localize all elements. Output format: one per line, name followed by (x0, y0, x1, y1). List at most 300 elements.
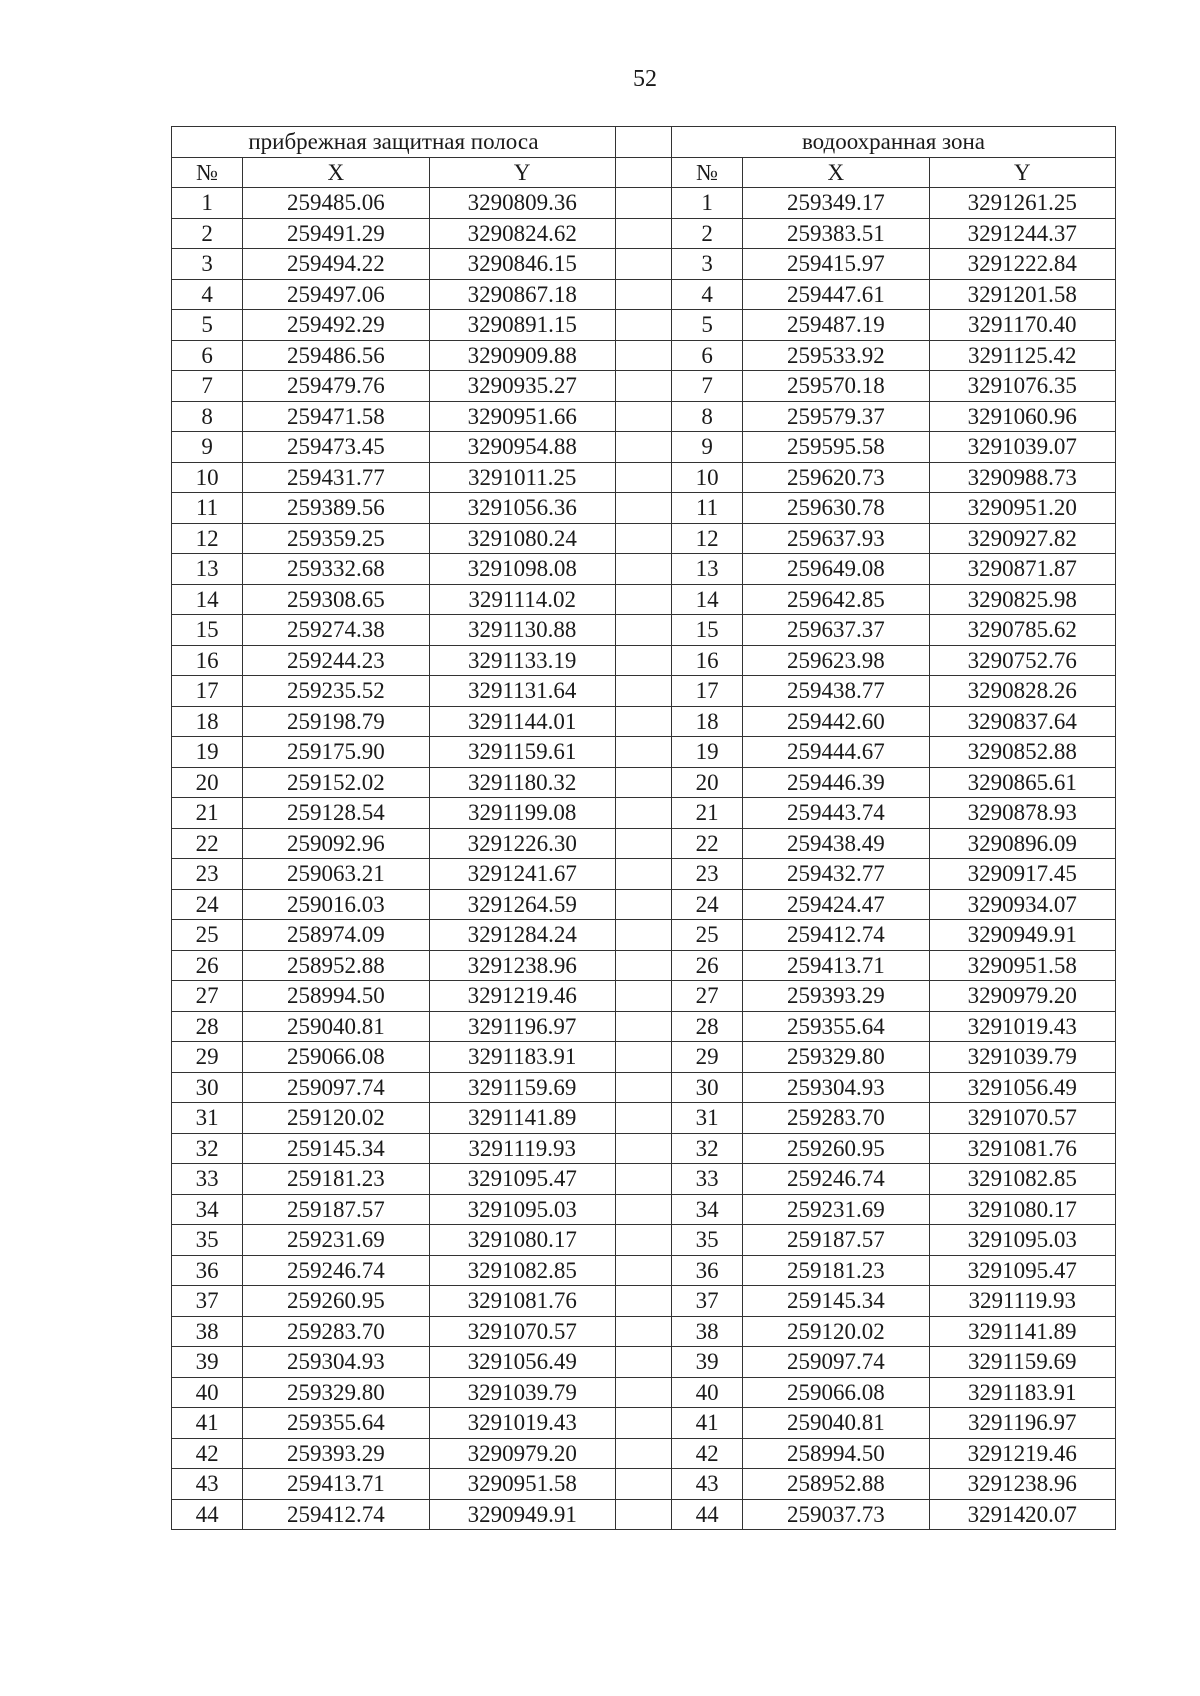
left-y-value: 3291241.67 (429, 859, 615, 890)
right-y-value: 3291183.91 (929, 1377, 1115, 1408)
left-y-value: 3291196.97 (429, 1011, 615, 1042)
group-gap (615, 584, 671, 615)
table-row (172, 1133, 1116, 1164)
left-x-value: 259497.06 (243, 279, 429, 310)
left-x-value: 259393.29 (243, 1438, 429, 1469)
left-point-number: 26 (172, 950, 243, 981)
left-y-value: 3291159.61 (429, 737, 615, 768)
right-y-value: 3291125.42 (929, 340, 1115, 371)
right-y-value: 3291070.57 (929, 1103, 1115, 1134)
right-point-number: 2 (672, 218, 743, 249)
right-y-value: 3291095.47 (929, 1255, 1115, 1286)
group-gap (615, 706, 671, 737)
right-x-value: 259393.29 (743, 981, 929, 1012)
left-point-number: 44 (172, 1499, 243, 1530)
right-point-number: 8 (672, 401, 743, 432)
table-row (172, 1408, 1116, 1439)
left-y-value: 3291081.76 (429, 1286, 615, 1317)
left-y-value: 3291264.59 (429, 889, 615, 920)
left-point-number: 33 (172, 1164, 243, 1195)
right-point-number: 36 (672, 1255, 743, 1286)
right-y-value: 3291019.43 (929, 1011, 1115, 1042)
right-y-value: 3291119.93 (929, 1286, 1115, 1317)
group-gap (615, 523, 671, 554)
right-point-number: 16 (672, 645, 743, 676)
left-point-number: 11 (172, 493, 243, 524)
left-point-number: 31 (172, 1103, 243, 1134)
group-gap (615, 218, 671, 249)
left-point-number: 20 (172, 767, 243, 798)
left-x-value: 259231.69 (243, 1225, 429, 1256)
right-point-number: 33 (672, 1164, 743, 1195)
left-point-number: 16 (172, 645, 243, 676)
left-point-number: 43 (172, 1469, 243, 1500)
left-x-value: 259494.22 (243, 249, 429, 280)
group-gap (615, 1408, 671, 1439)
left-x-value: 259471.58 (243, 401, 429, 432)
left-y-value: 3291011.25 (429, 462, 615, 493)
left-header-x: X (243, 157, 429, 188)
right-y-value: 3291170.40 (929, 310, 1115, 341)
right-x-value: 259120.02 (743, 1316, 929, 1347)
right-y-value: 3290837.64 (929, 706, 1115, 737)
left-x-value: 259491.29 (243, 218, 429, 249)
right-x-value: 259630.78 (743, 493, 929, 524)
group-gap (615, 767, 671, 798)
left-point-number: 19 (172, 737, 243, 768)
group-gap (615, 340, 671, 371)
table-row (172, 1499, 1116, 1530)
right-y-value: 3290951.58 (929, 950, 1115, 981)
table-row (172, 950, 1116, 981)
table-row (172, 188, 1116, 219)
right-x-value: 259637.37 (743, 615, 929, 646)
right-x-value: 259595.58 (743, 432, 929, 463)
left-x-value: 259120.02 (243, 1103, 429, 1134)
left-x-value: 259332.68 (243, 554, 429, 585)
table-row (172, 645, 1116, 676)
group-gap (615, 493, 671, 524)
table-row (172, 859, 1116, 890)
right-point-number: 18 (672, 706, 743, 737)
group-gap (615, 1072, 671, 1103)
group-gap (615, 1103, 671, 1134)
left-y-value: 3290979.20 (429, 1438, 615, 1469)
group-gap (615, 1469, 671, 1500)
right-point-number: 11 (672, 493, 743, 524)
right-x-value: 259443.74 (743, 798, 929, 829)
right-point-number: 4 (672, 279, 743, 310)
right-x-value: 259623.98 (743, 645, 929, 676)
right-point-number: 27 (672, 981, 743, 1012)
right-y-value: 3291238.96 (929, 1469, 1115, 1500)
right-x-value: 259283.70 (743, 1103, 929, 1134)
left-point-number: 24 (172, 889, 243, 920)
table-row (172, 767, 1116, 798)
left-x-value: 258952.88 (243, 950, 429, 981)
right-x-value: 259040.81 (743, 1408, 929, 1439)
left-x-value: 259413.71 (243, 1469, 429, 1500)
right-y-value: 3290785.62 (929, 615, 1115, 646)
table-row (172, 615, 1116, 646)
right-x-value: 259432.77 (743, 859, 929, 890)
right-x-value: 259446.39 (743, 767, 929, 798)
right-y-value: 3291076.35 (929, 371, 1115, 402)
left-header-number: № (172, 157, 243, 188)
right-x-value: 259637.93 (743, 523, 929, 554)
group-gap (615, 1377, 671, 1408)
right-x-value: 259349.17 (743, 188, 929, 219)
table-row (172, 981, 1116, 1012)
right-y-value: 3290828.26 (929, 676, 1115, 707)
right-y-value: 3290917.45 (929, 859, 1115, 890)
group-gap (615, 1438, 671, 1469)
right-y-value: 3291082.85 (929, 1164, 1115, 1195)
table-row (172, 1194, 1116, 1225)
left-y-value: 3291130.88 (429, 615, 615, 646)
right-point-number: 23 (672, 859, 743, 890)
right-point-number: 30 (672, 1072, 743, 1103)
left-x-value: 259492.29 (243, 310, 429, 341)
group-gap (615, 981, 671, 1012)
right-point-number: 17 (672, 676, 743, 707)
left-x-value: 259092.96 (243, 828, 429, 859)
left-point-number: 28 (172, 1011, 243, 1042)
table-row (172, 310, 1116, 341)
left-y-value: 3291183.91 (429, 1042, 615, 1073)
right-point-number: 31 (672, 1103, 743, 1134)
left-x-value: 258974.09 (243, 920, 429, 951)
table-row (172, 249, 1116, 280)
right-point-number: 9 (672, 432, 743, 463)
left-point-number: 15 (172, 615, 243, 646)
left-x-value: 259128.54 (243, 798, 429, 829)
table-row (172, 706, 1116, 737)
right-y-value: 3291039.07 (929, 432, 1115, 463)
right-point-number: 21 (672, 798, 743, 829)
left-y-value: 3291082.85 (429, 1255, 615, 1286)
right-point-number: 6 (672, 340, 743, 371)
group-gap (615, 401, 671, 432)
left-x-value: 259479.76 (243, 371, 429, 402)
right-point-number: 26 (672, 950, 743, 981)
right-x-value: 259231.69 (743, 1194, 929, 1225)
left-x-value: 259274.38 (243, 615, 429, 646)
table-row (172, 432, 1116, 463)
left-y-value: 3291199.08 (429, 798, 615, 829)
right-y-value: 3290927.82 (929, 523, 1115, 554)
right-y-value: 3290949.91 (929, 920, 1115, 951)
right-y-value: 3290951.20 (929, 493, 1115, 524)
group-gap (615, 1255, 671, 1286)
group-gap (615, 1042, 671, 1073)
left-y-value: 3290846.15 (429, 249, 615, 280)
right-x-value: 259533.92 (743, 340, 929, 371)
left-point-number: 18 (172, 706, 243, 737)
left-x-value: 259329.80 (243, 1377, 429, 1408)
left-x-value: 259244.23 (243, 645, 429, 676)
right-x-value: 259442.60 (743, 706, 929, 737)
group-gap (615, 1286, 671, 1317)
table-row (172, 1438, 1116, 1469)
left-point-number: 36 (172, 1255, 243, 1286)
right-group-title: водоохранная зона (672, 127, 1116, 158)
left-y-value: 3291080.17 (429, 1225, 615, 1256)
right-x-value: 259383.51 (743, 218, 929, 249)
right-x-value: 259413.71 (743, 950, 929, 981)
group-gap (615, 1225, 671, 1256)
right-point-number: 37 (672, 1286, 743, 1317)
left-x-value: 259473.45 (243, 432, 429, 463)
right-point-number: 22 (672, 828, 743, 859)
left-point-number: 27 (172, 981, 243, 1012)
left-x-value: 259040.81 (243, 1011, 429, 1042)
left-point-number: 30 (172, 1072, 243, 1103)
group-gap (615, 157, 671, 188)
left-y-value: 3291056.36 (429, 493, 615, 524)
left-point-number: 35 (172, 1225, 243, 1256)
table-row (172, 676, 1116, 707)
left-point-number: 4 (172, 279, 243, 310)
left-y-value: 3290954.88 (429, 432, 615, 463)
right-x-value: 259642.85 (743, 584, 929, 615)
group-gap (615, 1499, 671, 1530)
right-point-number: 40 (672, 1377, 743, 1408)
right-point-number: 43 (672, 1469, 743, 1500)
left-point-number: 8 (172, 401, 243, 432)
table-row (172, 371, 1116, 402)
left-y-value: 3291144.01 (429, 706, 615, 737)
left-y-value: 3290867.18 (429, 279, 615, 310)
right-point-number: 1 (672, 188, 743, 219)
right-point-number: 3 (672, 249, 743, 280)
left-point-number: 32 (172, 1133, 243, 1164)
group-gap (615, 615, 671, 646)
group-gap (615, 1164, 671, 1195)
right-y-value: 3291201.58 (929, 279, 1115, 310)
left-x-value: 259486.56 (243, 340, 429, 371)
left-point-number: 12 (172, 523, 243, 554)
right-point-number: 32 (672, 1133, 743, 1164)
left-y-value: 3291056.49 (429, 1347, 615, 1378)
left-y-value: 3291080.24 (429, 523, 615, 554)
group-gap (615, 737, 671, 768)
table-row (172, 584, 1116, 615)
left-x-value: 259431.77 (243, 462, 429, 493)
right-x-value: 259447.61 (743, 279, 929, 310)
right-y-value: 3291039.79 (929, 1042, 1115, 1073)
left-point-number: 39 (172, 1347, 243, 1378)
left-x-value: 259304.93 (243, 1347, 429, 1378)
left-x-value: 259359.25 (243, 523, 429, 554)
left-group-title: прибрежная защитная полоса (172, 127, 616, 158)
right-x-value: 259260.95 (743, 1133, 929, 1164)
left-y-value: 3291119.93 (429, 1133, 615, 1164)
left-point-number: 29 (172, 1042, 243, 1073)
right-point-number: 14 (672, 584, 743, 615)
right-y-value: 3290934.07 (929, 889, 1115, 920)
right-y-value: 3290852.88 (929, 737, 1115, 768)
left-point-number: 42 (172, 1438, 243, 1469)
right-x-value: 259438.77 (743, 676, 929, 707)
left-x-value: 259097.74 (243, 1072, 429, 1103)
group-gap (615, 1194, 671, 1225)
left-point-number: 3 (172, 249, 243, 280)
group-gap (615, 188, 671, 219)
left-y-value: 3291131.64 (429, 676, 615, 707)
left-point-number: 23 (172, 859, 243, 890)
group-gap (615, 920, 671, 951)
table-row (172, 401, 1116, 432)
right-x-value: 259444.67 (743, 737, 929, 768)
left-point-number: 5 (172, 310, 243, 341)
table-row (172, 493, 1116, 524)
left-y-value: 3290949.91 (429, 1499, 615, 1530)
right-y-value: 3290878.93 (929, 798, 1115, 829)
right-point-number: 35 (672, 1225, 743, 1256)
right-x-value: 259145.34 (743, 1286, 929, 1317)
table-row (172, 1286, 1116, 1317)
left-x-value: 259485.06 (243, 188, 429, 219)
right-x-value: 259181.23 (743, 1255, 929, 1286)
left-point-number: 21 (172, 798, 243, 829)
right-x-value: 259424.47 (743, 889, 929, 920)
table-row (172, 340, 1116, 371)
left-point-number: 7 (172, 371, 243, 402)
left-y-value: 3291219.46 (429, 981, 615, 1012)
left-x-value: 259066.08 (243, 1042, 429, 1073)
group-gap (615, 645, 671, 676)
group-title-row (172, 127, 1116, 158)
left-point-number: 25 (172, 920, 243, 951)
right-point-number: 24 (672, 889, 743, 920)
right-point-number: 39 (672, 1347, 743, 1378)
right-point-number: 25 (672, 920, 743, 951)
right-y-value: 3291219.46 (929, 1438, 1115, 1469)
left-point-number: 13 (172, 554, 243, 585)
right-point-number: 38 (672, 1316, 743, 1347)
right-y-value: 3291420.07 (929, 1499, 1115, 1530)
left-point-number: 1 (172, 188, 243, 219)
left-point-number: 22 (172, 828, 243, 859)
right-point-number: 41 (672, 1408, 743, 1439)
right-x-value: 258952.88 (743, 1469, 929, 1500)
left-point-number: 17 (172, 676, 243, 707)
right-x-value: 259620.73 (743, 462, 929, 493)
group-gap (615, 798, 671, 829)
right-y-value: 3290825.98 (929, 584, 1115, 615)
left-y-value: 3290909.88 (429, 340, 615, 371)
table-row (172, 1042, 1116, 1073)
right-y-value: 3290752.76 (929, 645, 1115, 676)
left-x-value: 259260.95 (243, 1286, 429, 1317)
group-gap (615, 249, 671, 280)
table-row (172, 462, 1116, 493)
right-y-value: 3291080.17 (929, 1194, 1115, 1225)
right-point-number: 34 (672, 1194, 743, 1225)
left-point-number: 41 (172, 1408, 243, 1439)
page-number: 52 (633, 66, 657, 92)
right-x-value: 259355.64 (743, 1011, 929, 1042)
table-row (172, 1011, 1116, 1042)
group-gap (615, 859, 671, 890)
right-header-x: X (743, 157, 929, 188)
right-x-value: 259570.18 (743, 371, 929, 402)
left-x-value: 259187.57 (243, 1194, 429, 1225)
right-x-value: 259329.80 (743, 1042, 929, 1073)
left-point-number: 9 (172, 432, 243, 463)
right-y-value: 3290896.09 (929, 828, 1115, 859)
table-row (172, 798, 1116, 829)
group-gap (615, 1133, 671, 1164)
left-y-value: 3290951.58 (429, 1469, 615, 1500)
right-y-value: 3291244.37 (929, 218, 1115, 249)
right-point-number: 12 (672, 523, 743, 554)
left-y-value: 3291098.08 (429, 554, 615, 585)
left-y-value: 3290951.66 (429, 401, 615, 432)
left-x-value: 259016.03 (243, 889, 429, 920)
coordinates-table (171, 126, 1116, 1530)
left-x-value: 259308.65 (243, 584, 429, 615)
table-row (172, 1377, 1116, 1408)
left-y-value: 3291159.69 (429, 1072, 615, 1103)
right-x-value: 259304.93 (743, 1072, 929, 1103)
right-point-number: 28 (672, 1011, 743, 1042)
left-point-number: 6 (172, 340, 243, 371)
left-point-number: 2 (172, 218, 243, 249)
right-x-value: 259649.08 (743, 554, 929, 585)
right-x-value: 259412.74 (743, 920, 929, 951)
right-header-number: № (672, 157, 743, 188)
left-y-value: 3291095.03 (429, 1194, 615, 1225)
right-point-number: 15 (672, 615, 743, 646)
group-gap (615, 1316, 671, 1347)
right-x-value: 259246.74 (743, 1164, 929, 1195)
left-y-value: 3290809.36 (429, 188, 615, 219)
right-y-value: 3291222.84 (929, 249, 1115, 280)
left-x-value: 259246.74 (243, 1255, 429, 1286)
left-x-value: 258994.50 (243, 981, 429, 1012)
left-x-value: 259152.02 (243, 767, 429, 798)
group-gap (615, 432, 671, 463)
table-row (172, 889, 1116, 920)
right-point-number: 42 (672, 1438, 743, 1469)
right-y-value: 3291081.76 (929, 1133, 1115, 1164)
right-point-number: 20 (672, 767, 743, 798)
right-y-value: 3291159.69 (929, 1347, 1115, 1378)
left-y-value: 3291226.30 (429, 828, 615, 859)
group-gap (615, 310, 671, 341)
table-row (172, 1072, 1116, 1103)
table-row (172, 828, 1116, 859)
right-x-value: 259579.37 (743, 401, 929, 432)
left-x-value: 259175.90 (243, 737, 429, 768)
right-x-value: 259487.19 (743, 310, 929, 341)
left-x-value: 259355.64 (243, 1408, 429, 1439)
right-y-value: 3291261.25 (929, 188, 1115, 219)
right-x-value: 259438.49 (743, 828, 929, 859)
group-gap (615, 950, 671, 981)
left-y-value: 3291238.96 (429, 950, 615, 981)
right-point-number: 10 (672, 462, 743, 493)
left-x-value: 259181.23 (243, 1164, 429, 1195)
left-point-number: 34 (172, 1194, 243, 1225)
table-row (172, 920, 1116, 951)
left-y-value: 3291180.32 (429, 767, 615, 798)
right-x-value: 259066.08 (743, 1377, 929, 1408)
left-x-value: 259283.70 (243, 1316, 429, 1347)
group-gap (615, 889, 671, 920)
